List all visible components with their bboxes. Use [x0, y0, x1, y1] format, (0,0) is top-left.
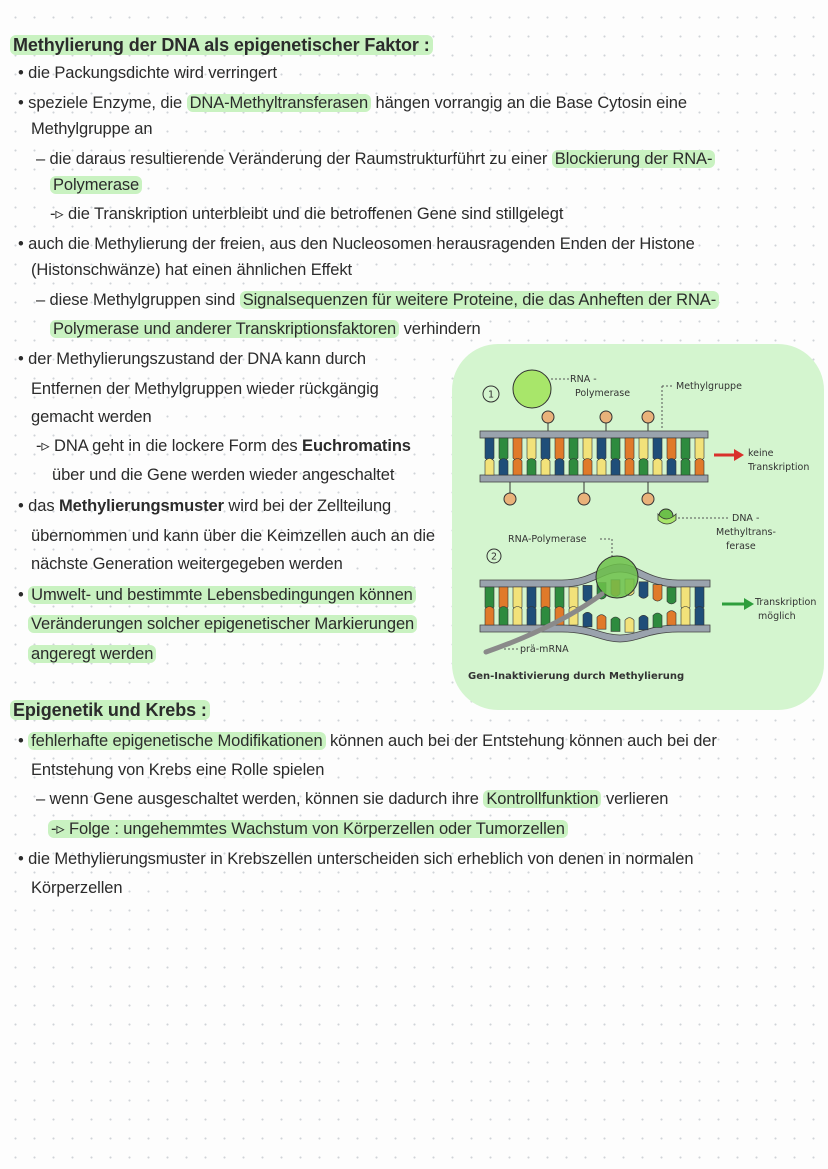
- base-pair-bottom: [695, 607, 704, 626]
- base-pair-bottom: [681, 459, 690, 476]
- list-item: • das Methylierungsmuster wird bei der Zellteilung: [18, 497, 392, 515]
- dna-backbone-bottom: [480, 475, 708, 482]
- methyl-group: [578, 493, 590, 505]
- methyl-group: [504, 493, 516, 505]
- rna-polymerase-label-2: RNA-Polymerase: [508, 534, 587, 545]
- base-pair-top: [513, 438, 522, 461]
- pre-mrna-label: prä-mRNA: [520, 644, 569, 655]
- list-item: • Umwelt- und bestimmte Lebensbedingungen können: [18, 584, 416, 606]
- list-item: • fehlerhafte epigenetische Modifikationen können auch bei der Entstehung können auch bei der: [18, 732, 717, 750]
- list-item-cont: (Histonschwänze) hat einen ähnlichen Effekt: [31, 261, 353, 279]
- base-pair-top: [583, 438, 592, 461]
- base-pair-top: [695, 587, 704, 610]
- base-pair-top: [667, 438, 676, 461]
- list-item: • speziele Enzyme, die DNA-Methyltransferasen hängen vorrangig an die Base Cytosin eine: [18, 94, 687, 112]
- list-subitem: -▹ Folge : ungehemmtes Wachstum von Körperzellen oder Tumorzellen: [48, 818, 568, 840]
- base-pair-bottom: [639, 615, 648, 630]
- base-pair-top: [541, 438, 550, 461]
- methylation-diagram: [452, 344, 824, 710]
- list-item-cont: Körperzellen: [31, 879, 123, 897]
- list-subitem: – wenn Gene ausgeschaltet werden, können sie dadurch ihre Kontrollfunktion verlieren: [36, 790, 669, 808]
- page-title: Methylierung der DNA als epigenetischer Faktor :: [10, 34, 433, 56]
- base-pair-bottom: [611, 459, 620, 476]
- list-subitem: – diese Methylgruppen sind Signalsequenzen für weitere Proteine, die das Anheften der RNA-: [36, 289, 719, 311]
- list-subitem: – die daraus resultierende Veränderung der Raumstrukturführt zu einer Blockierung der RNA-: [36, 148, 715, 170]
- base-pair-top: [597, 438, 606, 461]
- methyl-group: [642, 411, 654, 423]
- base-pair-bottom: [499, 607, 508, 626]
- dnmt-label-2: Methyltrans-: [716, 527, 776, 538]
- base-pair-top: [681, 438, 690, 461]
- base-pair-bottom: [681, 607, 690, 626]
- base-pair-top: [555, 438, 564, 461]
- dnmt-label-1: DNA -: [732, 513, 760, 524]
- base-pair-bottom: [597, 615, 606, 630]
- diagram-caption: Gen-Inaktivierung durch Methylierung: [468, 671, 685, 682]
- transkription-label-1: Transkription: [748, 462, 810, 473]
- list-item: • die Methylierungsmuster in Krebszellen unterscheiden sich erheblich von denen in normalen: [18, 850, 694, 868]
- base-pair-bottom: [597, 459, 606, 476]
- base-pair-top: [499, 438, 508, 461]
- section-heading: Epigenetik und Krebs :: [10, 699, 210, 721]
- methyl-group: [600, 411, 612, 423]
- dnmt-label-3: ferase: [726, 541, 756, 552]
- base-pair-bottom: [583, 612, 592, 627]
- step-number-1: 1: [487, 389, 495, 401]
- base-pair-top: [639, 438, 648, 461]
- list-subitem: -▹ die Transkription unterbleibt und die betroffenen Gene sind stillgelegt: [50, 205, 564, 223]
- base-pair-bottom: [639, 459, 648, 476]
- list-item-cont: angeregt werden: [28, 643, 156, 665]
- base-pair-top: [527, 587, 536, 610]
- base-pair-top: [569, 438, 578, 461]
- base-pair-bottom: [583, 459, 592, 476]
- base-pair-bottom: [485, 607, 494, 626]
- base-pair-top: [667, 587, 676, 604]
- list-item-cont: Veränderungen solcher epigenetischer Markierungen: [28, 613, 417, 635]
- rna-polymerase-1: [513, 370, 551, 408]
- list-item-cont: Entfernen der Methylgruppen wieder rückgängig: [31, 380, 379, 398]
- list-item-cont: gemacht werden: [31, 408, 152, 426]
- base-pair-bottom: [695, 459, 704, 476]
- base-pair-top: [485, 587, 494, 610]
- base-pair-top: [569, 587, 578, 610]
- base-pair-bottom: [555, 459, 564, 476]
- list-subitem: -▹ DNA geht in die lockere Form des Euchromatins: [36, 437, 411, 455]
- base-pair-bottom: [499, 459, 508, 476]
- base-pair-bottom: [541, 459, 550, 476]
- methylgruppe-label: Methylgruppe: [676, 381, 742, 392]
- base-pair-bottom: [667, 611, 676, 626]
- list-item: • die Packungsdichte wird verringert: [18, 64, 277, 82]
- base-pair-top: [485, 438, 494, 461]
- base-pair-bottom: [625, 618, 634, 633]
- base-pair-top: [653, 438, 662, 461]
- list-item-cont: Entstehung von Krebs eine Rolle spielen: [31, 761, 325, 779]
- base-pair-bottom: [569, 459, 578, 476]
- base-pair-top: [555, 587, 564, 610]
- base-pair-top: [499, 587, 508, 610]
- base-pair-bottom: [625, 459, 634, 476]
- base-pair-bottom: [513, 459, 522, 476]
- base-pair-top: [541, 587, 550, 610]
- keine-label: keine: [748, 448, 774, 459]
- list-item-cont: übernommen und kann über die Keimzellen auch an die: [31, 527, 436, 545]
- methyl-group: [642, 493, 654, 505]
- dna-backbone-top: [480, 431, 708, 438]
- base-pair-top: [611, 438, 620, 461]
- base-pair-top: [625, 438, 634, 461]
- rna-polymerase-label-1b: Polymerase: [575, 388, 631, 399]
- base-pair-top: [653, 585, 662, 602]
- base-pair-top: [639, 582, 648, 599]
- base-pair-top: [513, 587, 522, 610]
- base-pair-top: [681, 587, 690, 610]
- list-subitem-cont: über und die Gene werden wieder angeschaltet: [52, 466, 395, 484]
- list-item: • auch die Methylierung der freien, aus den Nucleosomen herausragenden Enden der Histone: [18, 235, 695, 253]
- moeglich-label: möglich: [758, 611, 796, 622]
- base-pair-bottom: [653, 459, 662, 476]
- list-subitem-cont: Polymerase und anderer Transkriptionsfaktoren verhindern: [50, 318, 481, 340]
- methyl-group: [542, 411, 554, 423]
- base-pair-top: [695, 438, 704, 461]
- transkription-label-2: Transkription: [755, 597, 817, 608]
- base-pair-bottom: [527, 607, 536, 626]
- list-item: • der Methylierungszustand der DNA kann durch: [18, 350, 366, 368]
- rna-polymerase-label-1a: RNA -: [570, 374, 597, 385]
- base-pair-bottom: [513, 607, 522, 626]
- base-pair-bottom: [653, 613, 662, 628]
- base-pair-bottom: [611, 617, 620, 632]
- base-pair-bottom: [485, 459, 494, 476]
- base-pair-bottom: [541, 607, 550, 626]
- list-item-cont: nächste Generation weitergegeben werden: [31, 555, 343, 573]
- base-pair-bottom: [667, 459, 676, 476]
- base-pair-bottom: [527, 459, 536, 476]
- list-item-cont: Methylgruppe an: [31, 120, 153, 138]
- list-subitem-cont: Polymerase: [50, 174, 142, 196]
- step-number-2: 2: [490, 551, 498, 563]
- base-pair-top: [527, 438, 536, 461]
